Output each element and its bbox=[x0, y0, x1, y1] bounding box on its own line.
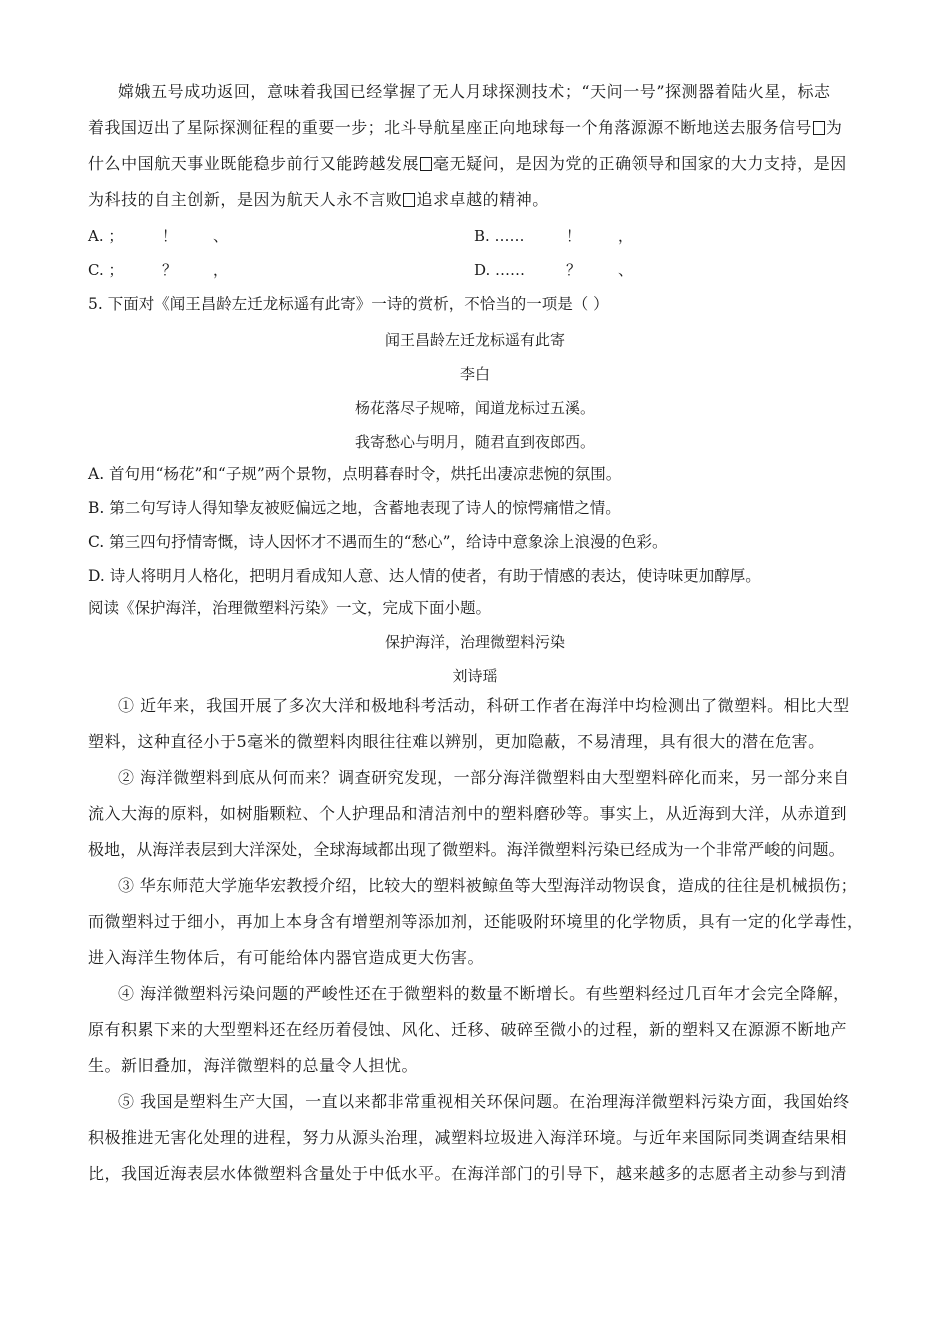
paragraph-3-line-3: 进入海洋生物体后，有可能给体内器官造成更大伤害。 bbox=[88, 948, 485, 967]
punctuation-blank-box-2 bbox=[420, 157, 432, 171]
paragraph-1-line-2: 塑料，这种直径小于5毫米的微塑料肉眼往往难以辨别，更加隐蔽，不易清理，具有很大的潜在危害。 bbox=[88, 732, 825, 751]
q4-option-b-symbol-2: ， bbox=[618, 227, 634, 245]
passage-line-2-text: 着我国迈出了星际探测征程的重要一步；北斗导航星座正向地球每一个角落源源不断地送去服务信号 bbox=[88, 118, 812, 137]
q4-option-c-label: C. ； bbox=[88, 261, 124, 279]
paragraph-1-line-1: ① 近年来，我国开展了多次大洋和极地科考活动，科研工作者在海洋中均检测出了微塑料。相比大型 bbox=[118, 696, 850, 715]
q4-option-d-label: D. …… bbox=[474, 261, 526, 279]
paragraph-2-line-3: 极地，从海洋表层到大洋深处，全球海域都出现了微塑料。海洋微塑料污染已经成为一个非常严峻的问题。 bbox=[88, 840, 845, 859]
passage-line-2 bbox=[88, 118, 842, 138]
paragraph-5-line-1: ⑤ 我国是塑料生产大国，一直以来都非常重视相关环保问题。在治理海洋微塑料污染方面，我国始终 bbox=[118, 1092, 850, 1111]
q4-option-b-symbol-1: ！ bbox=[566, 227, 582, 245]
passage-line-1: 嫦娥五号成功返回，意味着我国已经掌握了无人月球探测技术；“天问一号”探测器着陆火星，标志 bbox=[118, 82, 831, 101]
paragraph-3-line-1: ③ 华东师范大学施华宏教授介绍，比较大的塑料被鲸鱼等大型海洋动物误食，造成的往往是机械损伤； bbox=[118, 876, 857, 895]
q4-option-c-symbol-1: ？ bbox=[162, 261, 178, 279]
poem-line-1: 杨花落尽子规啼，闻道龙标过五溪。 bbox=[354, 399, 595, 417]
q5-option-c[interactable]: C. 第三四句抒情寄慨，诗人因怀才不遇而生的“愁心”，给诗中意象涂上浪漫的色彩。 bbox=[88, 533, 668, 551]
passage-line-4-text-b: 追求卓越的精神。 bbox=[416, 190, 549, 209]
q4-option-a-symbol-1: ！ bbox=[162, 227, 178, 245]
passage-line-3-text-b: 毫无疑问，是因为党的正确领导和国家的大力支持，是因 bbox=[433, 154, 847, 173]
paragraph-4-line-2: 原有积累下来的大型塑料还在经历着侵蚀、风化、迁移、破碎至微小的过程，新的塑料又在源源不断地产 bbox=[88, 1020, 848, 1039]
paragraph-2-line-2: 流入大海的原料，如树脂颗粒、个人护理品和清洁剂中的塑料磨砂等。事实上，从近海到大洋，从赤道到 bbox=[88, 804, 848, 823]
q5-stem: 5. 下面对《闻王昌龄左迁龙标遥有此寄》一诗的赏析，不恰当的一项是（ ） bbox=[88, 295, 609, 313]
poem-line-2: 我寄愁心与明月，随君直到夜郎西。 bbox=[354, 433, 595, 451]
paragraph-4-line-3: 生。新旧叠加，海洋微塑料的总量令人担忧。 bbox=[88, 1056, 419, 1075]
paragraph-4-line-1: ④ 海洋微塑料污染问题的严峻性还在于微塑料的数量不断增长。有些塑料经过几百年才会完全降解， bbox=[118, 984, 850, 1003]
passage-line-3-text-a: 什么中国航天事业既能稳步前行又能跨越发展 bbox=[88, 154, 420, 173]
passage-line-2-end: 为 bbox=[825, 118, 843, 137]
q4-option-d-symbol-2: 、 bbox=[618, 261, 634, 279]
q4-option-a-symbol-2: 、 bbox=[213, 227, 229, 245]
passage-line-3 bbox=[88, 154, 847, 174]
passage-line-4 bbox=[88, 190, 549, 210]
punctuation-blank-box-3 bbox=[403, 193, 415, 207]
punctuation-blank-box-1 bbox=[813, 121, 825, 135]
passage-line-4-text-a: 为科技的自主创新，是因为航天人永不言败 bbox=[88, 190, 403, 209]
article-author: 刘诗瑶 bbox=[452, 667, 498, 685]
paragraph-5-line-2: 积极推进无害化处理的进程，努力从源头治理，减塑料垃圾进入海洋环境。与近年来国际同类调查结果相 bbox=[88, 1128, 848, 1147]
paragraph-5-line-3: 比，我国近海表层水体微塑料含量处于中低水平。在海洋部门的引导下，越来越多的志愿者主动参与到清 bbox=[88, 1164, 848, 1183]
q4-option-c-symbol-2: ， bbox=[213, 261, 229, 279]
q5-option-d[interactable]: D. 诗人将明月人格化，把明月看成知人意、达人情的使者，有助于情感的表达，使诗味更加醇厚。 bbox=[88, 567, 761, 585]
q4-option-b-label: B. …… bbox=[474, 227, 525, 245]
q5-option-a[interactable]: A. 首句用“杨花”和“子规”两个景物，点明暮春时令，烘托出凄凉悲惋的氛围。 bbox=[88, 465, 622, 483]
poem-author: 李白 bbox=[459, 365, 490, 383]
q5-option-b[interactable]: B. 第二句写诗人得知挚友被贬偏远之地，含蓄地表现了诗人的惊愕痛惜之情。 bbox=[88, 499, 621, 517]
article-title: 保护海洋，治理微塑料污染 bbox=[384, 633, 565, 651]
q4-option-d-symbol-1: ？ bbox=[566, 261, 582, 279]
q4-option-a-label: A. ； bbox=[88, 227, 124, 245]
paragraph-2-line-1: ② 海洋微塑料到底从何而来？调查研究发现，一部分海洋微塑料由大型塑料碎化而来，另一部分来自 bbox=[118, 768, 850, 787]
paragraph-3-line-2: 而微塑料过于细小，再加上本身含有增塑剂等添加剂，还能吸附环境里的化学物质，具有一定的化学毒性， bbox=[88, 912, 864, 931]
poem-title: 闻王昌龄左迁龙标遥有此寄 bbox=[384, 331, 565, 349]
reading-intro: 阅读《保护海洋，治理微塑料污染》一文，完成下面小题。 bbox=[88, 599, 492, 617]
